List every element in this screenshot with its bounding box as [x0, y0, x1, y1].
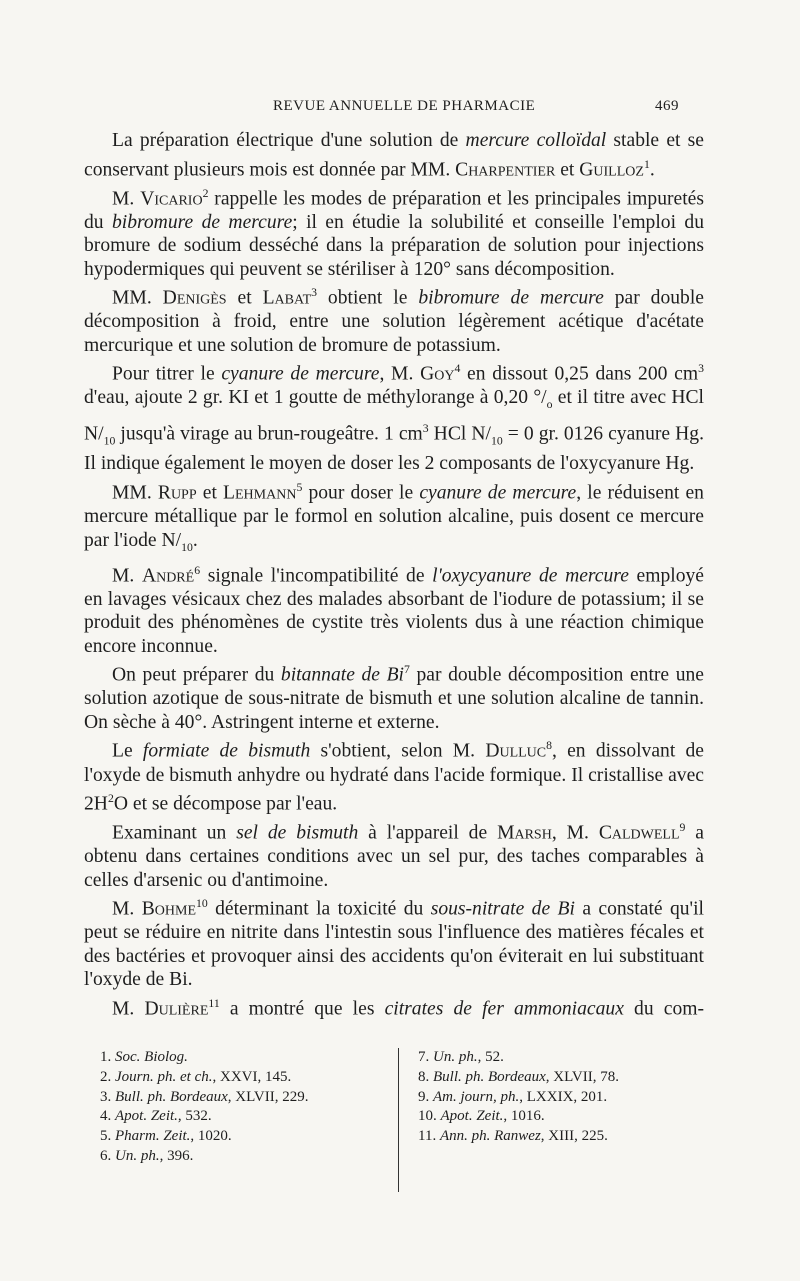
text-run: M.	[112, 188, 141, 210]
text-run: employé en lavages vésicaux chez des malades absorbant de l'iodure de potassium; il se produit des phénomènes de cystite très violents dus à une réaction chimique encore inconnue.	[84, 565, 704, 657]
italic-text: cyanure de mercure	[419, 482, 577, 504]
author-name: Guilloz	[579, 159, 644, 181]
text-run: s'obtient, selon M.	[310, 741, 486, 762]
text-run: signale l'incompatibilité de	[200, 565, 433, 587]
text-run: en dissout 0,25 dans 200 cm	[460, 363, 699, 385]
text-run: Pour titrer le	[112, 363, 222, 385]
text-run: , en dissolvant de l'oxyde de bismuth anhydre ou hydraté dans l'acide formique. Il cristallise avec 2H	[84, 741, 705, 815]
text-run: , 52.	[477, 1049, 504, 1065]
footnote-ref: 3	[311, 286, 317, 300]
italic-text: Journ. ph. et ch.	[115, 1068, 213, 1085]
text-run: ; il en étudie la solubilité et conseille l'emploi du bromure de sodium desséché dans la préparation de solution pour injections hypodermiques qui peuvent se stériliser à 120° sans décomposition.	[84, 211, 704, 280]
italic-text: Un. ph.	[433, 1049, 478, 1065]
footnote	[418, 1048, 708, 1068]
footnote	[418, 1127, 708, 1147]
author-name: Vicario	[140, 188, 203, 210]
paragraph	[84, 559, 704, 659]
italic-text: bibromure de mercure	[418, 287, 604, 309]
italic-text: Am. journ, ph.	[433, 1088, 520, 1105]
text-run: , XXVI, 145.	[212, 1068, 292, 1085]
footnote-ref: 2	[202, 186, 209, 200]
text-run: par double décomposition entre une solution azotique de sous-nitrate de bismuth et une solution alcaline de tannin. On sèche à 40°. Astringent interne et externe.	[84, 664, 704, 733]
text-run: 6.	[100, 1147, 115, 1164]
text-run: MM.	[112, 482, 158, 504]
text-run: , XLVII, 78.	[545, 1068, 619, 1085]
text-run: La préparation électrique d'une solution de	[112, 130, 466, 151]
paragraph	[84, 892, 704, 992]
text-run: a montré que les	[219, 998, 385, 1020]
text-run: , 1020.	[190, 1128, 232, 1145]
paragraph	[84, 357, 704, 476]
footnote	[100, 1147, 390, 1167]
text-run: M.	[112, 998, 145, 1020]
italic-text: bitannate de Bi	[280, 664, 404, 686]
paragraph	[84, 658, 704, 734]
text-run: = 0 gr. 0126 cyanure Hg. Il indique également le moyen de doser les 2 composants de l'oxycyanure Hg.	[84, 423, 704, 475]
italic-text: sel de bismuth	[236, 822, 359, 844]
text-run: O et se décompose par l'eau.	[113, 793, 338, 815]
author-name: Dulière	[144, 998, 209, 1020]
text-run: .	[192, 529, 198, 551]
text-run: 3.	[100, 1088, 115, 1105]
text-run: , LXXIX, 201.	[519, 1088, 608, 1105]
text-run: par double décomposition à froid, entre une solution légèrement acétique d'acétate mercurique et une solution de bromure de potassium.	[84, 287, 704, 356]
text-run: et	[196, 482, 224, 504]
text-run: et	[226, 287, 263, 309]
text-run: a constaté qu'il peut se réduire en nitrite dans l'intestin sous l'influence des matières fécales et des bactéries et provoquer ainsi des accidents qu'on éviterait en lui substituant l'oxyde de Bi.	[84, 898, 704, 991]
text-run: , le réduisent en mercure métallique par le formol en solution alcaline, puis dosent ce mercure par l'iode N/	[84, 482, 704, 551]
paragraph	[84, 816, 704, 892]
running-title: REVUE ANNUELLE DE PHARMACIE	[273, 98, 536, 114]
footnote	[100, 1048, 390, 1068]
author-name: Lehmann	[223, 482, 297, 504]
text-run: jusqu'à virage au brun-rougeâtre. 1 cm	[115, 423, 423, 445]
text-run: 2.	[100, 1068, 115, 1085]
footnote-ref: 1	[643, 157, 650, 171]
text-run: 8.	[418, 1068, 433, 1085]
italic-text: mercure colloïdal	[465, 130, 607, 151]
footnote-ref: 2	[107, 792, 114, 805]
text-run: , XLVII, 229.	[227, 1088, 309, 1105]
footnote-ref: 8	[546, 739, 552, 753]
paragraph	[84, 476, 704, 559]
text-run: et il titre avec HCl N/	[84, 387, 704, 445]
footnote-divider	[398, 1048, 399, 1192]
footnotes-right-column	[418, 1048, 708, 1147]
text-run: On peut préparer du	[112, 664, 281, 686]
italic-text: Apot. Zeit.	[440, 1108, 504, 1125]
footnote-ref: 9	[679, 821, 686, 835]
text-run: stable et se conservant plusieurs mois est donnée par MM.	[84, 130, 704, 181]
text-run: rappelle les modes de préparation et les principales impuretés du	[84, 188, 704, 233]
text-run: déterminant la toxicité du	[207, 898, 431, 920]
footnote	[418, 1107, 708, 1127]
footnote	[100, 1068, 390, 1088]
author-name: Marsh	[497, 822, 552, 844]
footnote-ref: 7	[404, 663, 410, 677]
author-name: Caldwell	[598, 822, 680, 844]
author-name: Denigès	[162, 287, 227, 309]
text-run: pour doser le	[302, 482, 420, 504]
footnote-ref: 3	[422, 421, 429, 435]
author-name: Labat	[262, 287, 312, 309]
page-header	[113, 98, 679, 120]
italic-text: citrates de fer ammoniacaux	[384, 998, 624, 1020]
text-run: Le	[112, 741, 143, 762]
text-run: 5.	[100, 1128, 115, 1145]
paragraph	[84, 281, 704, 357]
text-run: MM.	[112, 287, 163, 309]
body-text	[84, 129, 704, 1021]
text-run: obtient le	[317, 287, 419, 309]
italic-text: Soc. Biolog.	[115, 1049, 188, 1065]
author-name: Bohme	[141, 898, 196, 920]
text-run: 9.	[418, 1088, 433, 1105]
subscript: 10	[490, 433, 503, 447]
footnote-ref: 5	[296, 480, 303, 494]
text-run: M.	[112, 898, 142, 920]
footnote-ref: 10	[196, 897, 208, 911]
text-run: à l'appareil de	[358, 822, 498, 844]
italic-text: Pharm. Zeit.	[115, 1128, 191, 1145]
italic-text: Apot. Zeit.	[115, 1108, 178, 1125]
footnote	[418, 1068, 708, 1088]
subscript: o	[546, 398, 553, 412]
paragraph	[84, 182, 704, 282]
author-name: Dulluc	[485, 741, 547, 762]
text-run: a obtenu dans certaines conditions avec un sel pur, des taches comparables à celles d'arsenic ou d'antimoine.	[84, 822, 704, 891]
text-run: 11.	[418, 1128, 440, 1145]
text-run: .	[649, 159, 655, 181]
italic-text: formiate de bismuth	[142, 741, 311, 762]
italic-text: Bull. ph. Bordeaux	[115, 1088, 228, 1105]
text-run: , XIII, 225.	[540, 1128, 608, 1145]
text-run: , M.	[379, 363, 421, 385]
footnote	[100, 1088, 390, 1108]
text-run: , 1016.	[503, 1108, 545, 1125]
author-name: Rupp	[157, 482, 197, 504]
italic-text: Ann. ph. Ranwez	[439, 1128, 541, 1145]
page-number: 469	[655, 98, 679, 114]
text-run: , 396.	[159, 1147, 194, 1164]
italic-text: l'oxycyanure de mercure	[432, 565, 629, 587]
text-run: d'eau, ajoute 2 gr. KI et 1 goutte de méthylorange à 0,20 °/	[84, 387, 547, 409]
author-name: Charpentier	[455, 159, 556, 181]
italic-text: cyanure de mercure	[221, 363, 380, 385]
italic-text: bibromure de mercure	[111, 211, 293, 233]
footnote-ref: 6	[194, 563, 201, 577]
italic-text: sous-nitrate de Bi	[430, 898, 575, 920]
paragraph	[84, 734, 704, 816]
italic-text: Bull. ph. Bordeaux	[433, 1068, 546, 1085]
text-run: 4.	[100, 1108, 115, 1125]
footnote	[100, 1107, 390, 1127]
footnote-ref: 4	[454, 362, 461, 376]
footnote-ref: 3	[698, 362, 704, 376]
author-name: Goy	[420, 363, 455, 385]
paragraph	[84, 992, 704, 1021]
text-run: Examinant un	[112, 822, 237, 844]
text-run: 10.	[418, 1108, 441, 1125]
subscript: 10	[103, 433, 116, 447]
text-run: , M.	[551, 822, 599, 844]
footnotes-left-column	[100, 1048, 390, 1167]
italic-text: Un. ph.	[115, 1147, 160, 1164]
footnote	[100, 1127, 390, 1147]
text-run: , 532.	[177, 1108, 212, 1125]
paragraph	[84, 129, 704, 182]
text-run: 7.	[418, 1049, 433, 1065]
author-name: André	[141, 565, 195, 587]
footnote	[418, 1088, 708, 1108]
text-run: 1.	[100, 1049, 115, 1065]
text-run: HCl N/	[428, 423, 491, 445]
text-run: et	[555, 159, 580, 181]
text-run: du com-	[623, 998, 705, 1020]
footnote-ref: 11	[208, 996, 220, 1010]
subscript: 10	[181, 540, 193, 554]
text-run: M.	[112, 565, 142, 587]
